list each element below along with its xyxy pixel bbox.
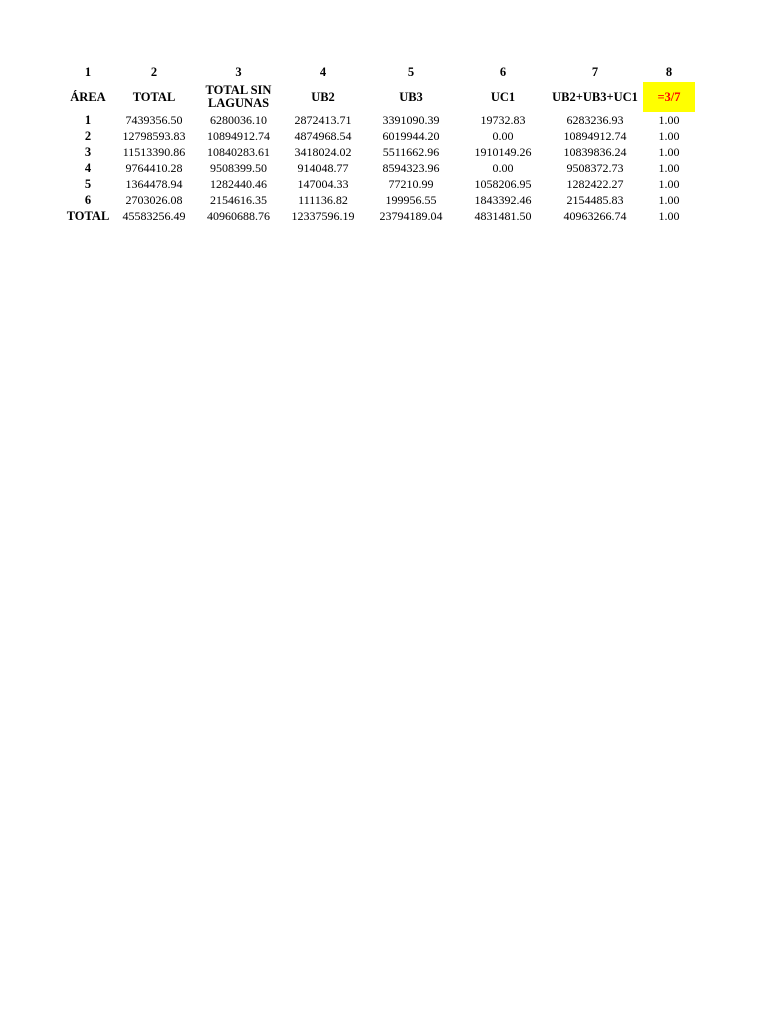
row-label: 1	[84, 112, 92, 127]
table-cell: 8594323.96	[382, 160, 440, 175]
table-cell: 10894912.74	[563, 128, 627, 143]
table-cell: 111136.82	[298, 192, 348, 207]
header-sum: UB2+UB3+UC1	[552, 89, 638, 104]
table-cell: 6019944.20	[382, 128, 440, 143]
table-cell: 11513390.86	[122, 144, 186, 159]
column-number-row	[62, 62, 695, 82]
table-cell: 12337596.19	[291, 208, 355, 223]
table-row	[62, 192, 695, 208]
table-cell: 147004.33	[297, 176, 349, 191]
column-number: 4	[319, 64, 327, 79]
table-cell: 23794189.04	[379, 208, 443, 223]
table-cell: 3391090.39	[382, 112, 440, 127]
row-label: TOTAL	[66, 208, 110, 223]
row-label: 5	[84, 176, 92, 191]
table-cell: 1843392.46	[474, 192, 532, 207]
table-cell: 77210.99	[388, 176, 434, 191]
table-cell: 1910149.26	[474, 144, 532, 159]
table-cell: 6280036.10	[210, 112, 267, 127]
table-cell: 19732.83	[480, 112, 526, 127]
header-total: TOTAL	[132, 89, 176, 104]
table-row	[62, 176, 695, 192]
row-label: 4	[84, 160, 92, 175]
column-number: 7	[591, 64, 599, 79]
row-label: 3	[84, 144, 92, 159]
spreadsheet	[62, 62, 695, 224]
column-number: 1	[84, 64, 92, 79]
table-cell: 914048.77	[297, 160, 349, 175]
table-cell: 1.00	[658, 160, 680, 175]
area-table	[62, 62, 695, 224]
table-cell: 10894912.74	[207, 128, 270, 143]
header-area: ÁREA	[70, 89, 106, 104]
table-row	[62, 128, 695, 144]
table-row	[62, 112, 695, 128]
table-cell: 9764410.28	[125, 160, 183, 175]
column-number: 3	[235, 64, 242, 79]
table-row	[62, 208, 695, 224]
table-row	[62, 160, 695, 176]
table-cell: 45583256.49	[122, 208, 186, 223]
table-cell: 7439356.50	[125, 112, 183, 127]
table-cell: 40963266.74	[563, 208, 627, 223]
header-total-sin-lagunas: TOTAL SIN LAGUNAS	[205, 83, 272, 110]
header-uc1: UC1	[490, 89, 516, 104]
table-cell: 1282422.27	[566, 176, 624, 191]
header-ub2: UB2	[311, 89, 335, 104]
table-cell: 10839836.24	[563, 144, 627, 159]
table-cell: 4831481.50	[474, 208, 532, 223]
table-cell: 4874968.54	[294, 128, 352, 143]
table-cell: 9508399.50	[210, 160, 267, 175]
table-cell: 12798593.83	[122, 128, 186, 143]
table-cell: 3418024.02	[294, 144, 352, 159]
column-number: 2	[150, 64, 158, 79]
table-cell: 40960688.76	[207, 208, 270, 223]
table-cell: 10840283.61	[207, 144, 270, 159]
table-cell: 1.00	[658, 112, 680, 127]
row-label: 6	[84, 192, 92, 207]
table-cell: 9508372.73	[566, 160, 624, 175]
table-cell: 1.00	[658, 128, 680, 143]
table-cell: 199956.55	[385, 192, 437, 207]
header-ub3: UB3	[399, 89, 423, 104]
table-cell: 0.00	[492, 128, 514, 143]
table-cell: 1.00	[658, 192, 680, 207]
table-cell: 0.00	[492, 160, 514, 175]
column-number: 6	[499, 64, 507, 79]
table-cell: 2703026.08	[125, 192, 183, 207]
table-cell: 1364478.94	[125, 176, 183, 191]
table-cell: 6283236.93	[566, 112, 624, 127]
table-cell: 2154616.35	[210, 192, 267, 207]
table-cell: 1058206.95	[474, 176, 532, 191]
column-number: 5	[407, 64, 415, 79]
table-row	[62, 144, 695, 160]
table-cell: 5511662.96	[382, 144, 440, 159]
table-cell: 1282440.46	[210, 176, 267, 191]
row-label: 2	[84, 128, 92, 143]
table-cell: 2154485.83	[566, 192, 624, 207]
table-cell: 1.00	[658, 208, 680, 223]
header-row	[62, 82, 695, 112]
table-cell: 1.00	[658, 144, 680, 159]
table-body	[62, 112, 695, 224]
header-ratio-highlighted: =3/7	[643, 82, 695, 112]
table-cell: 2872413.71	[294, 112, 352, 127]
column-number: 8	[665, 64, 673, 79]
table-cell: 1.00	[658, 176, 680, 191]
